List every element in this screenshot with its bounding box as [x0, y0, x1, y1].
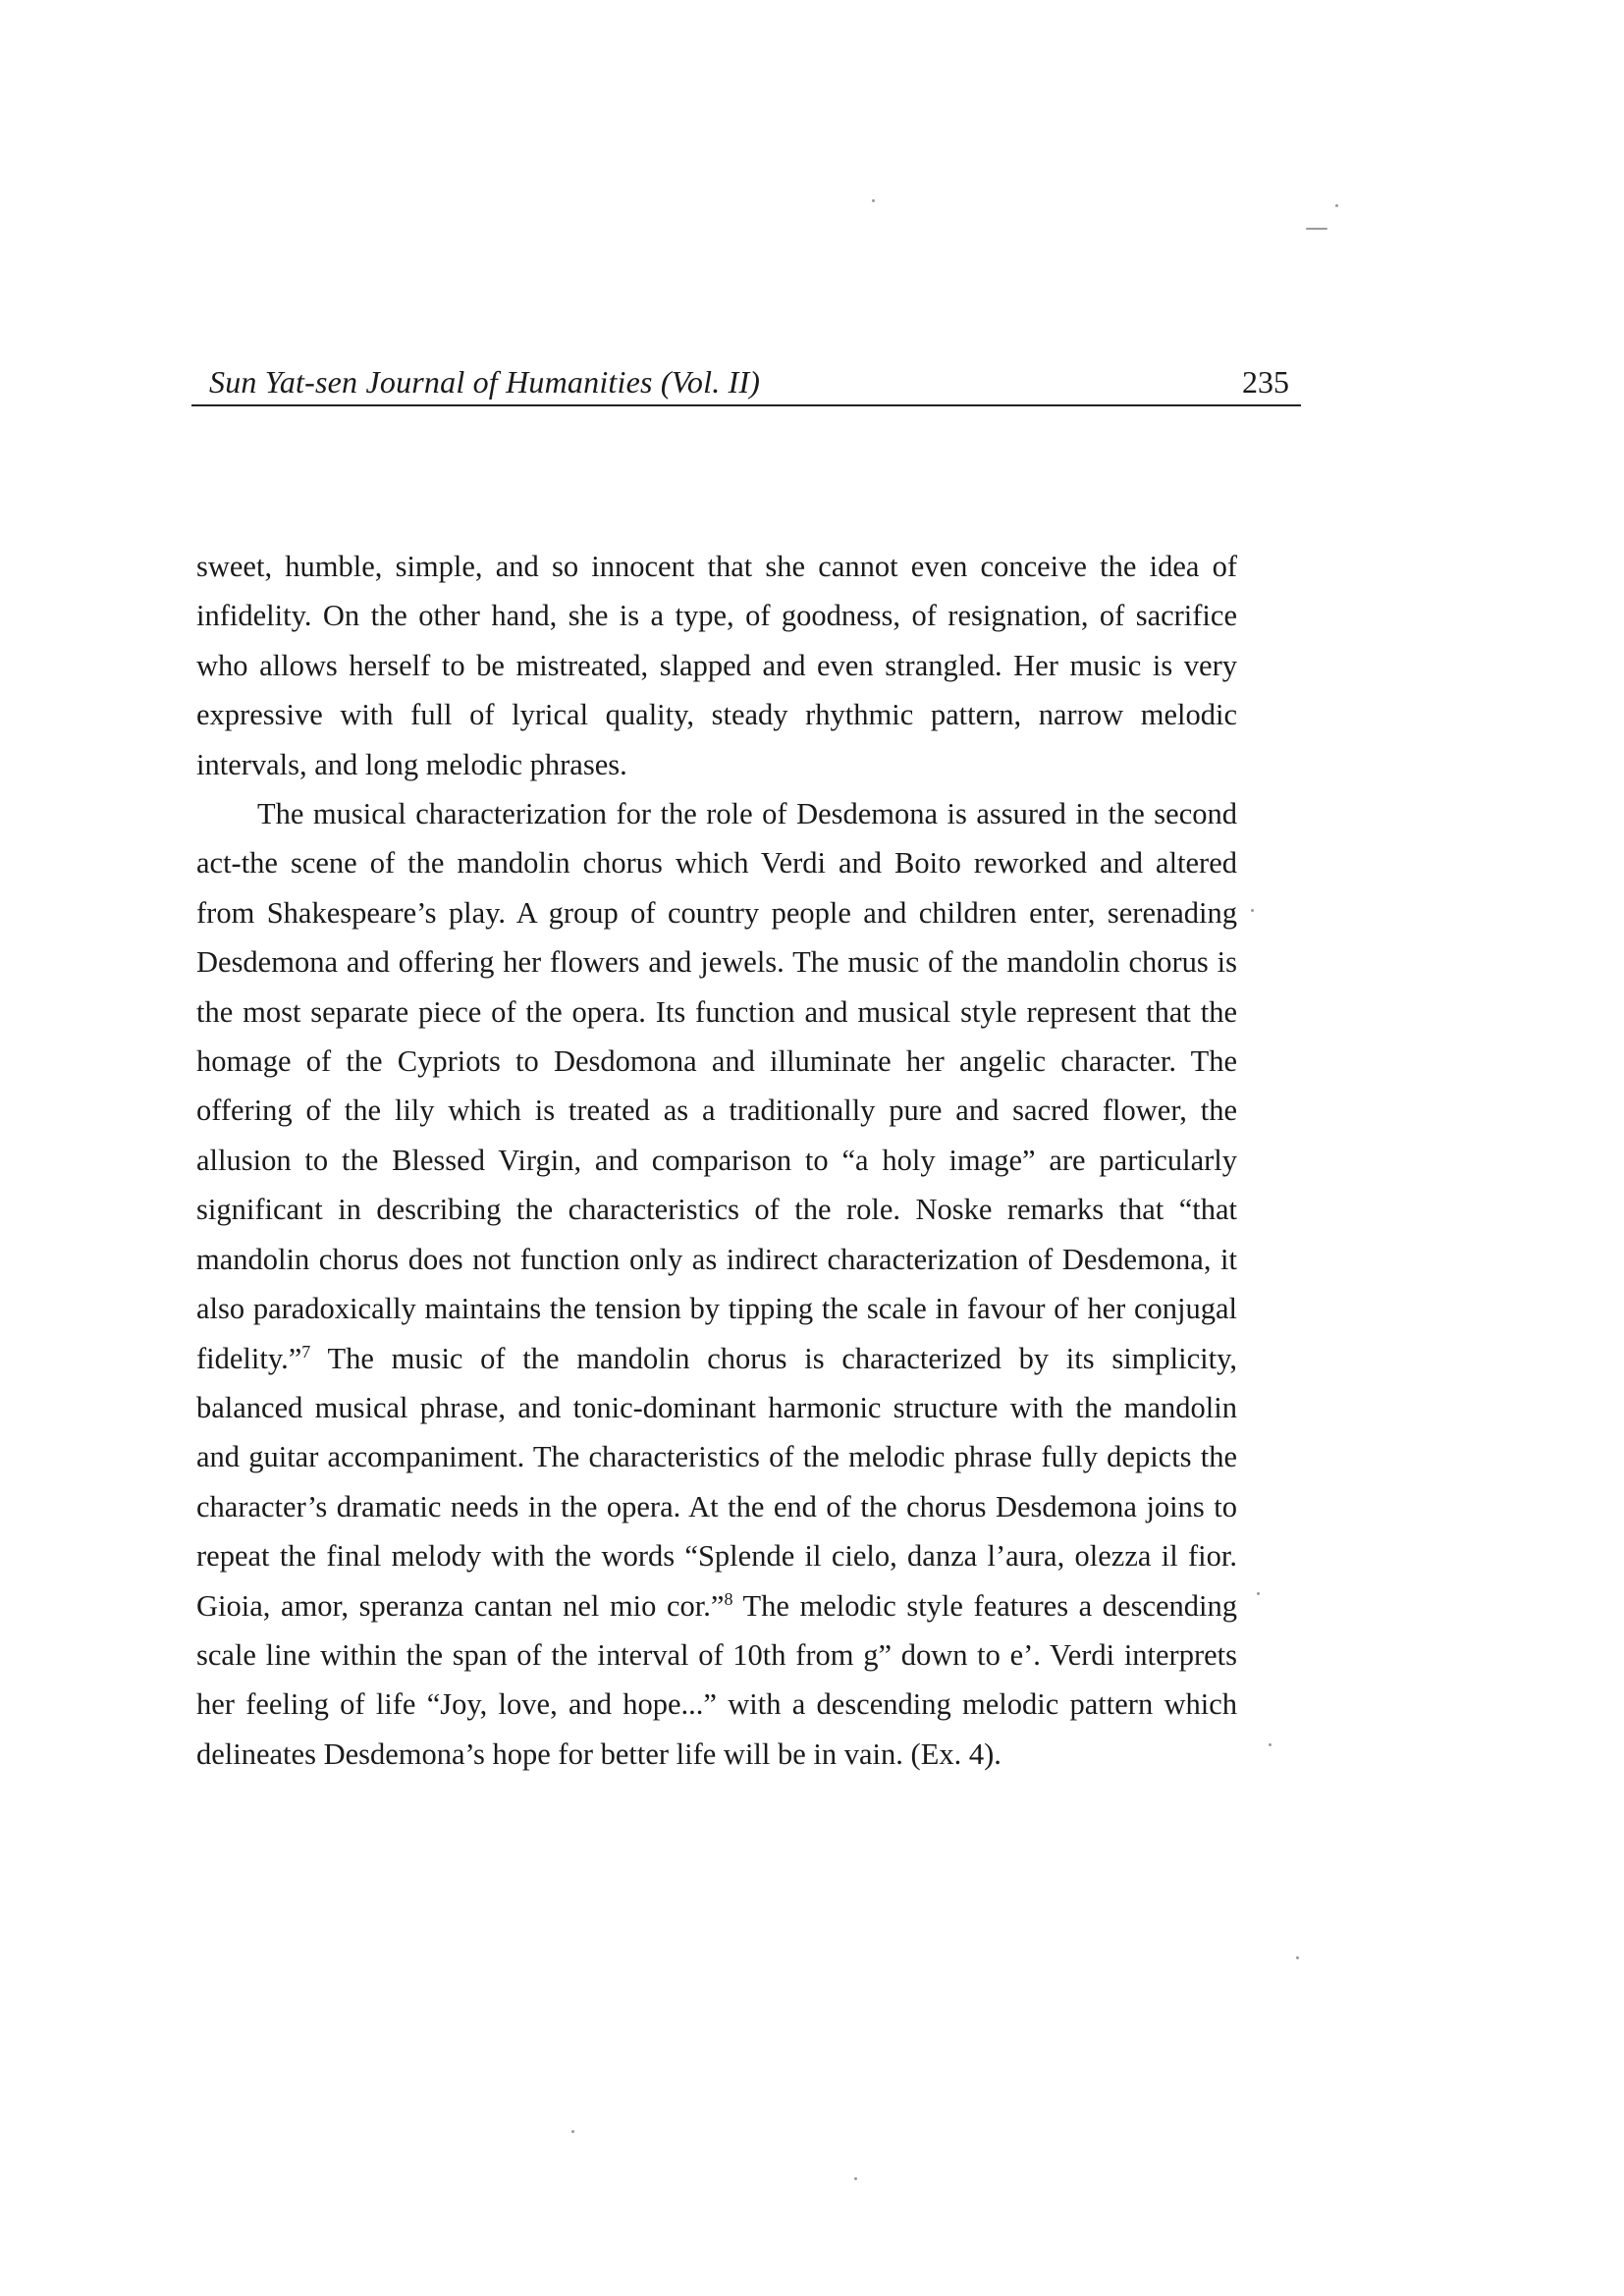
footnote-reference: 8: [724, 1588, 733, 1609]
footnote-reference: 7: [301, 1341, 311, 1362]
scan-speck: [1257, 1592, 1260, 1595]
scan-speck: [1335, 204, 1338, 207]
scan-speck: [1296, 1956, 1299, 1959]
paragraph: [196, 789, 1237, 1779]
scan-speck: [571, 2130, 574, 2133]
scan-speck: [1306, 228, 1327, 230]
scan-speck: [1269, 1743, 1272, 1746]
scan-speck: [854, 2177, 857, 2180]
scan-speck: [872, 199, 875, 202]
running-header: [191, 353, 1301, 406]
body-text: [196, 542, 1237, 1779]
paragraph-text: The melodic style features a descending scale line within the span of the interval of 10th from g” down to e’. Verdi interprets her feeling of life “Joy, love, and hope...” with a descending melodic pattern which delineates Desdemona’s hope for better life will be in vain. (Ex. 4).: [196, 1588, 1237, 1771]
page-number: 235: [1242, 364, 1289, 400]
paragraph: sweet, humble, simple, and so innocent that she cannot even conceive the idea of infidelity. On the other hand, she is a type, of goodness, of resignation, of sacrifice who allows herself to be mistreated, slapped and even strangled. Her music is very expressive with full of lyrical quality, steady rhythmic pattern, narrow melodic intervals, and long melodic phrases.: [196, 550, 1237, 781]
paragraph-text: The musical characterization for the role of Desdemona is assured in the second act-the scene of the mandolin chorus which Verdi and Boito reworked and altered from Shakespeare’s play. A group of country people and children enter, serenading Desdemona and offering her flowers and jewels. The music of the mandolin chorus is the most separate piece of the opera. Its function and musical style represent that the homage of the Cypriots to Desdomona and illuminate her angelic character. The offering of the lily which is treated as a traditionally pure and sacred flower, the allusion to the Blessed Virgin, and comparison to “a holy image” are particularly significant in describing the characteristics of the role. Noske remarks that “that mandolin chorus does not function only as indirect characterization of Desdemona, it also paradoxically maintains the tension by tipping the scale in favour of her conjugal fidelity.”: [196, 797, 1237, 1375]
paragraph-text: The music of the mandolin chorus is characterized by its simplicity, balanced musical phrase, and tonic-dominant harmonic structure with the mandolin and guitar accompaniment. The characteristics of the melodic phrase fully depicts the character’s dramatic needs in the opera. At the end of the chorus Desdemona joins to repeat the final melody with the words “Splende il cielo, danza l’aura, olezza il fior. Gioia, amor, speranza cantan nel mio cor.”: [196, 1341, 1237, 1623]
scan-speck: [1251, 909, 1254, 912]
journal-title: Sun Yat-sen Journal of Humanities (Vol. II): [209, 364, 761, 400]
